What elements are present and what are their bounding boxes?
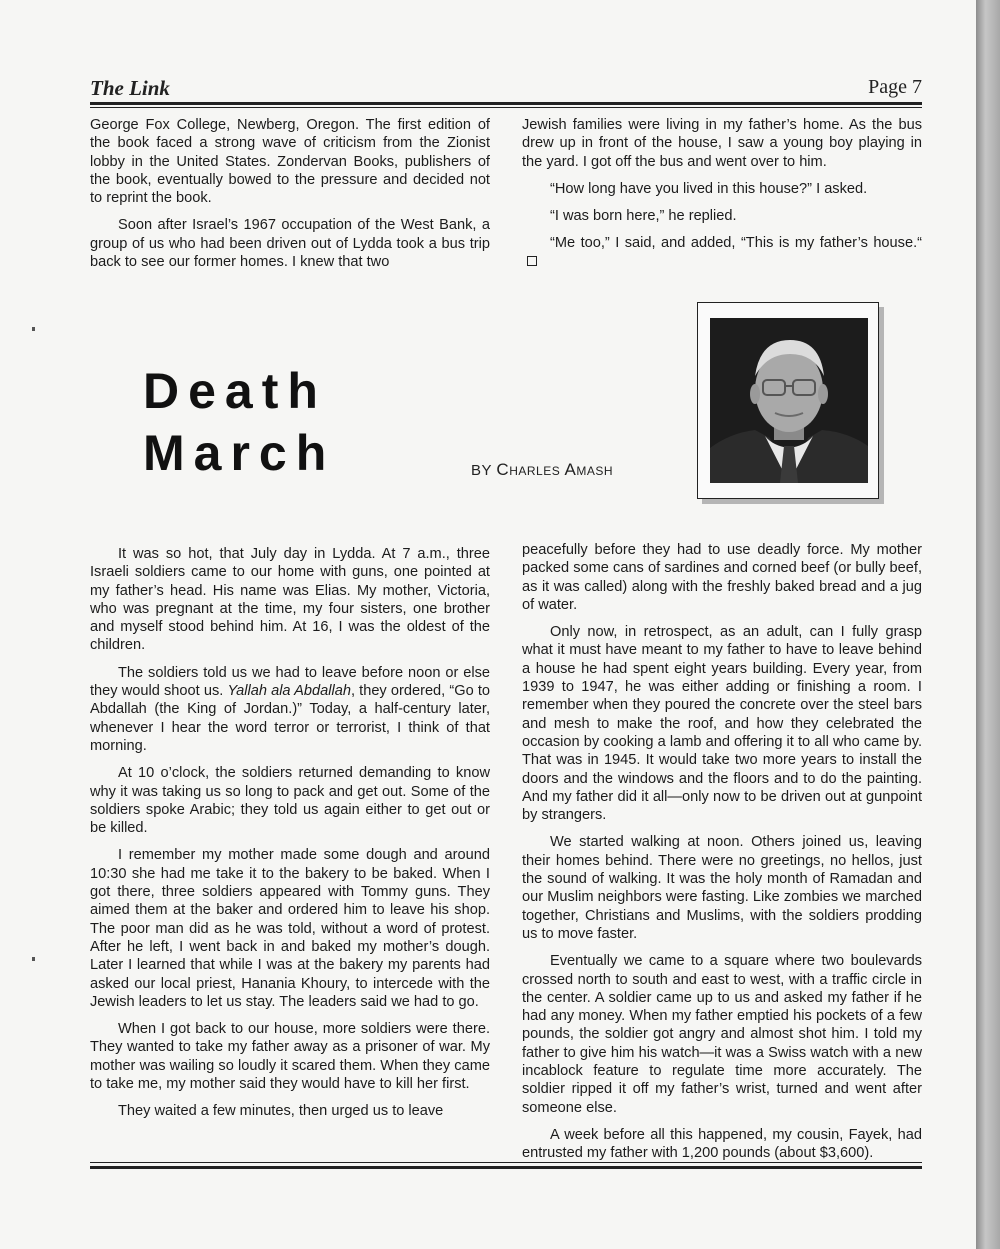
header-rule-thick — [90, 102, 922, 105]
article-title — [143, 360, 403, 484]
header-rule-thin — [90, 107, 922, 108]
paragraph: peacefully before they had to use deadly force. My mother packed some cans of sardines and corned beef (or bully beef, as it was called) along with the freshly baked bread and a jug of water. — [522, 542, 922, 613]
column-top-left — [90, 116, 490, 280]
paragraph: Eventually we came to a square where two boulevards crossed north to south and east to west, with a traffic circle in the center. A soldier came up to us and asked my father if he had any money. When my father emptied his pockets of a few pounds, the soldier got angry and almost shot him. I told my father to give him his watch—it was a Swiss watch with a new incablock feature to regulate time more accurately. The soldier ripped it off my father’s wrist, turned and went after someone else. — [522, 953, 922, 1116]
paragraph: When I got back to our house, more soldiers were there. They wanted to take my father away as a prisoner of war. My mother was wailing so loudly it scared them. When they came to take me, my mother said they would have to kill her first. — [90, 1021, 490, 1093]
author-photo — [710, 318, 868, 483]
paragraph: Jewish families were living in my father’s home. As the bus drew up in front of the house, I saw a young boy playing in the yard. I got off the bus and went over to him. — [522, 117, 922, 170]
binding-hole-mark — [32, 327, 35, 331]
paragraph: A week before all this happened, my cousin, Fayek, had entrusted my father with 1,200 pounds (about $3,600). — [522, 1126, 922, 1162]
end-of-article-icon — [527, 256, 537, 266]
title-line-1: Death — [143, 363, 327, 419]
footer-rule-thin — [90, 1162, 922, 1163]
paragraph-with-end-mark — [522, 234, 922, 271]
paragraph: “How long have you lived in this house?” I asked. — [550, 180, 868, 197]
paragraph: It was so hot, that July day in Lydda. At 7 a.m., three Israeli soldiers came to our home with guns, one pointed at my father’s head. His name was Elias. My mother, Victoria, who was pregnant at the time, my four sisters, one brother and myself stood behind him. At 16, I was the oldest of the children. — [90, 546, 490, 654]
paragraph: I remember my mother made some dough and around 10:30 she had me take it to the bakery to be baked. When I got there, three soldiers appeared with Tommy guns. They aimed them at the baker and ordered him to leave his shop. The poor man did as he was told, without a word of protest. After he left, I went back in and baked my mother’s dough. Later I learned that while I was at the bakery my parents had asked our local priest, Hanania Khoury, to intercede with the Jewish leaders to let us stay. The leaders said we had to go. — [90, 847, 490, 1010]
paragraph: They waited a few minutes, then urged us to leave — [118, 1103, 444, 1120]
publication-title: The Link — [90, 76, 170, 100]
page-header — [90, 76, 922, 100]
byline-prefix: BY — [471, 462, 492, 479]
column-bottom-left — [90, 545, 490, 1130]
paragraph: George Fox College, Newberg, Oregon. The first edition of the book faced a strong wave of criticism from the Zionist lobby in the United States. Zondervan Books, publishers of the book, eventually bowed to the pressure and decided not to reprint the book. — [90, 117, 490, 207]
paragraph: “I was born here,” he replied. — [550, 208, 737, 225]
binding-hole-mark — [32, 957, 35, 961]
title-line-2: March — [143, 425, 336, 481]
paragraph: Only now, in retrospect, as an adult, can I fully grasp what it must have meant to my father to have to leave behind a house he had spent eight years building. Every year, from 1939 to 1947, he was either adding or finishing a room. I remember when they poured the concrete over the steel bars and mesh to make the roof, and how they celebrated the occasion by cooking a lamb and offering it to all who came by. That was in 1945. It would take two more years to install the doors and the windows and the floors and to do the painting. And my father did it all—only now to be driven out at gunpoint by strangers. — [522, 624, 922, 824]
paragraph-text: “Me too,” I said, and added, “This is my father’s house.“ — [550, 235, 922, 252]
byline — [471, 460, 613, 480]
paragraph: We started walking at noon. Others joined us, leaving their homes behind. There were no greetings, no hellos, just the sound of walking. It was the holy month of Ramadan and our Muslim neighbors were fasting. Like zombies we marched together, Christians and Muslims, with the soldiers prodding us to move faster. — [522, 834, 922, 942]
paragraph: At 10 o’clock, the soldiers returned demanding to know why it was taking us so long to pack and get out. Some of the soldiers spoke Arabic; they told us again either to get out or be killed. — [90, 765, 490, 837]
paragraph: Soon after Israel’s 1967 occupation of the West Bank, a group of us who had been driven out of Lydda took a bus trip back to see our former homes. I knew that two — [90, 217, 490, 271]
footer-rule-thick — [90, 1166, 922, 1169]
page-edge-shadow — [976, 0, 1000, 1249]
author-photo-frame — [697, 302, 879, 499]
page-number: Page 7 — [868, 76, 922, 98]
column-bottom-right — [522, 541, 922, 1172]
portrait-icon — [710, 318, 868, 483]
byline-name: Charles Amash — [496, 460, 614, 479]
paragraph: The soldiers told us we had to leave before noon or else they would shoot us. Yallah ala Abdallah, they ordered, “Go to Abdallah (the King of Jordan.)” Today, a half-century later, whenever I hear the word terror or terrorist, I think of that morning. — [90, 664, 491, 754]
column-top-right — [522, 116, 922, 280]
